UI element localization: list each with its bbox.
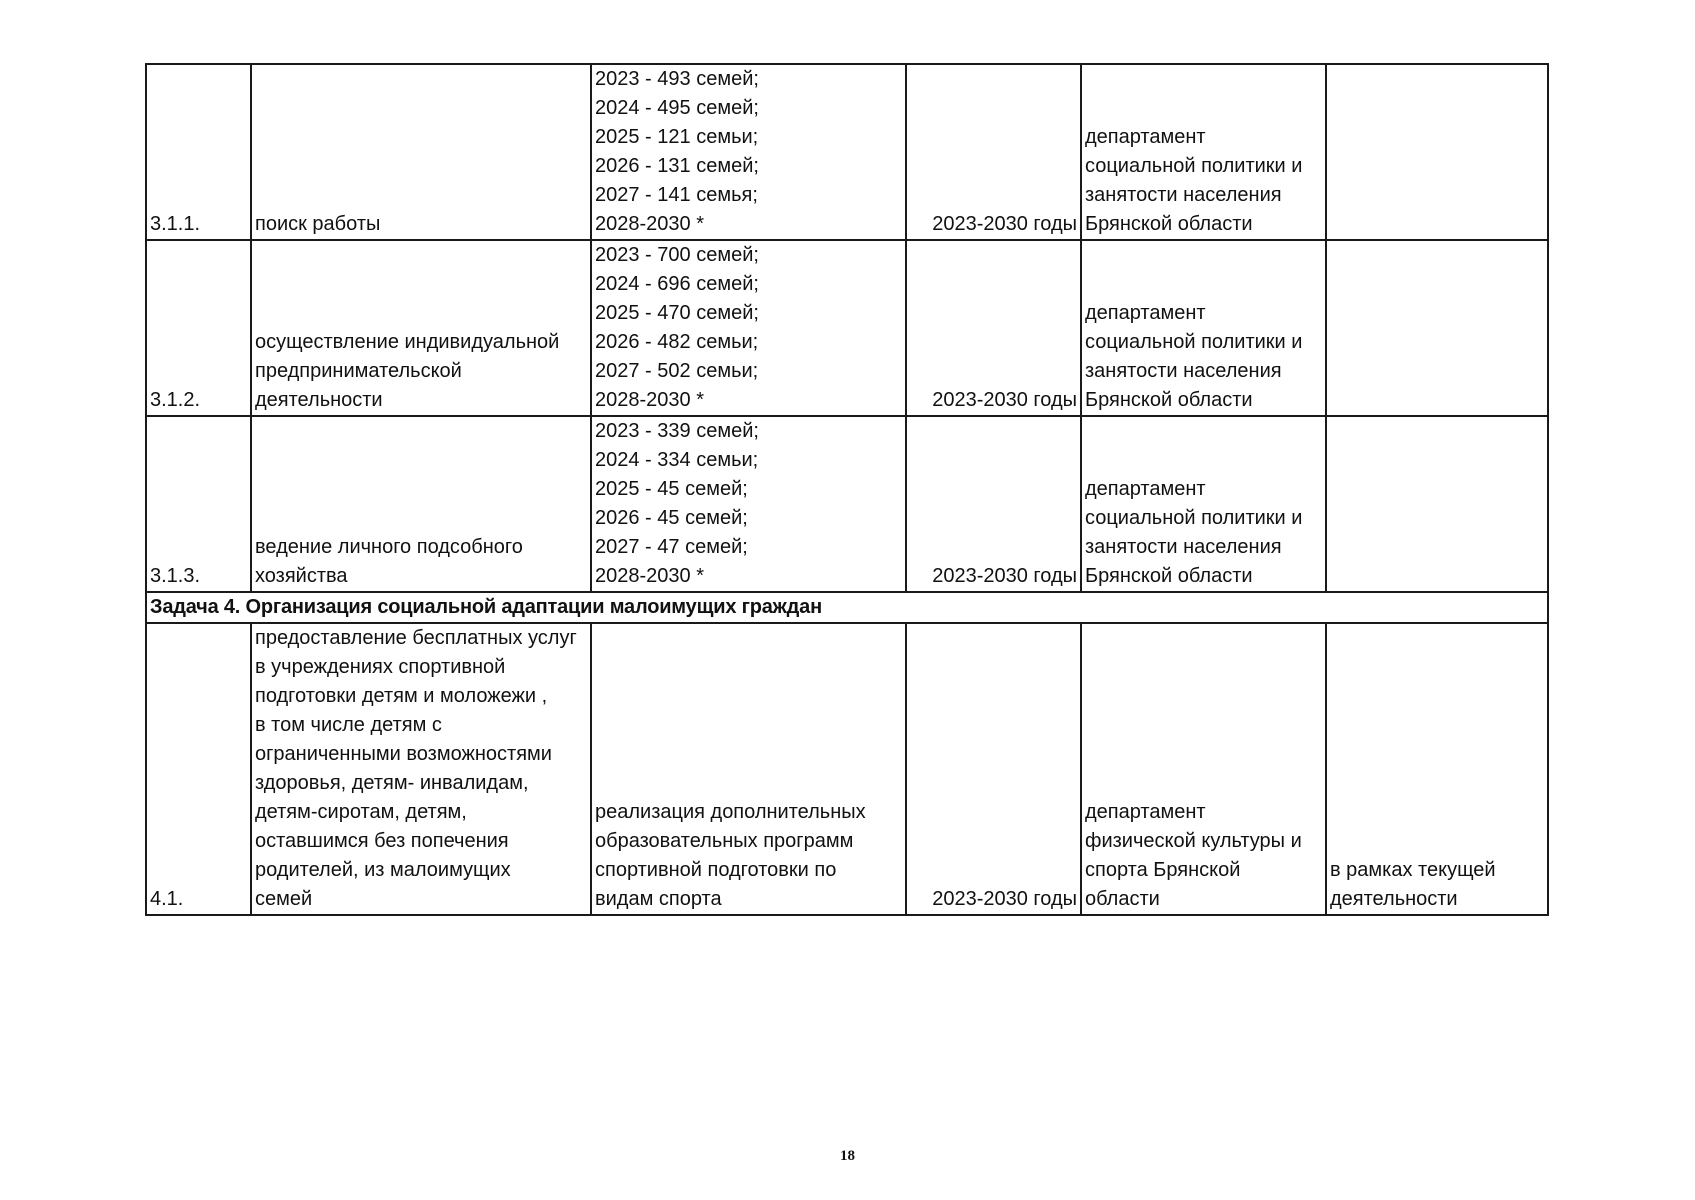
executor-line: физической культуры и [1085,830,1302,852]
indicator-line: 2026 - 482 семьи; [595,331,759,353]
event-line: родителей, из малоимущих [255,859,511,881]
indicator-line: 2024 - 495 семей; [595,97,759,119]
task-title: Задача 4. Организация социальной адаптации малоимущих граждан [146,592,1548,623]
indicator-line: спортивной подготовки по [595,859,837,881]
indicator-cell [591,64,906,240]
event-line: здоровья, детям- инвалидам, [255,772,529,794]
indicator-cell [591,240,906,416]
period-cell [906,416,1081,592]
executor-line: социальной политики и [1085,331,1303,353]
indicator-line: 2028-2030 * [595,565,704,587]
indicator-line: образовательных программ [595,830,854,852]
row-number-cell [146,240,251,416]
executor-cell [1081,416,1326,592]
period-text: 2023-2030 годы [932,389,1077,411]
period-text: 2023-2030 годы [932,213,1077,235]
indicator-line: 2025 - 470 семей; [595,302,759,324]
indicator-line: реализация дополнительных [595,801,866,823]
indicator-line: 2023 - 700 семей; [595,244,759,266]
indicator-line: 2027 - 502 семьи; [595,360,759,382]
page-number: 18 [840,1148,855,1164]
task-header-row [146,592,1548,623]
indicator-line: 2027 - 47 семей; [595,536,748,558]
indicator-line: видам спорта [595,888,722,910]
executor-line: департамент [1085,801,1206,823]
executor-line: занятости населения [1085,536,1282,558]
row-number: 3.1.3. [150,565,201,587]
period-cell [906,64,1081,240]
table-row [146,623,1548,915]
financing-line: деятельности [1330,888,1458,910]
event-cell [251,64,591,240]
executor-line: спорта Брянской [1085,859,1241,881]
row-number: 4.1. [150,888,184,910]
event-line: ограниченными возможностями [255,743,552,765]
financing-cell [1326,64,1548,240]
period-cell [906,240,1081,416]
event-line: оставшимся без попечения [255,830,509,852]
event-line: в том числе детям с [255,714,442,736]
executor-line: социальной политики и [1085,155,1303,177]
event-line: ведение личного подсобного [255,536,523,558]
executor-line: департамент [1085,478,1206,500]
indicator-line: 2025 - 45 семей; [595,478,748,500]
row-number: 3.1.2. [150,389,201,411]
event-line: предпринимательской [255,360,462,382]
row-number: 3.1.1. [150,213,201,235]
executor-cell [1081,64,1326,240]
indicator-line: 2024 - 696 семей; [595,273,759,295]
table-row [146,416,1548,592]
executor-cell [1081,623,1326,915]
financing-cell [1326,240,1548,416]
executor-line: департамент [1085,126,1206,148]
event-line: деятельности [255,389,383,411]
executor-line: области [1085,888,1160,910]
table-row [146,240,1548,416]
indicator-line: 2023 - 339 семей; [595,420,759,442]
row-number-cell [146,416,251,592]
executor-line: социальной политики и [1085,507,1303,529]
indicator-line: 2028-2030 * [595,213,704,235]
event-cell [251,623,591,915]
financing-cell [1326,416,1548,592]
event-cell [251,240,591,416]
event-line: поиск работы [255,213,381,235]
executor-line: занятости населения [1085,184,1282,206]
executor-cell [1081,240,1326,416]
measures-table [145,63,1549,916]
executor-line: Брянской области [1085,565,1253,587]
table-row [146,64,1548,240]
indicator-line: 2024 - 334 семьи; [595,449,759,471]
event-cell [251,416,591,592]
indicator-line: 2027 - 141 семья; [595,184,758,206]
indicator-line: 2025 - 121 семьи; [595,126,759,148]
event-line: осуществление индивидуальной [255,331,560,353]
event-line: хозяйства [255,565,348,587]
financing-line: в рамках текущей [1330,859,1496,881]
financing-cell [1326,623,1548,915]
event-line: подготовки детям и моложежи , [255,685,548,707]
event-line: в учреждениях спортивной [255,656,506,678]
event-line: семей [255,888,313,910]
period-cell [906,623,1081,915]
indicator-line: 2026 - 45 семей; [595,507,748,529]
event-line: детям-сиротам, детям, [255,801,467,823]
period-text: 2023-2030 годы [932,565,1077,587]
executor-line: занятости населения [1085,360,1282,382]
row-number-cell [146,623,251,915]
executor-line: Брянской области [1085,213,1253,235]
indicator-line: 2023 - 493 семей; [595,68,759,90]
indicator-line: 2028-2030 * [595,389,704,411]
executor-line: департамент [1085,302,1206,324]
indicator-cell [591,623,906,915]
event-line: предоставление бесплатных услуг [255,627,577,649]
indicator-line: 2026 - 131 семей; [595,155,759,177]
indicator-cell [591,416,906,592]
executor-line: Брянской области [1085,389,1253,411]
period-text: 2023-2030 годы [932,888,1077,910]
row-number-cell [146,64,251,240]
